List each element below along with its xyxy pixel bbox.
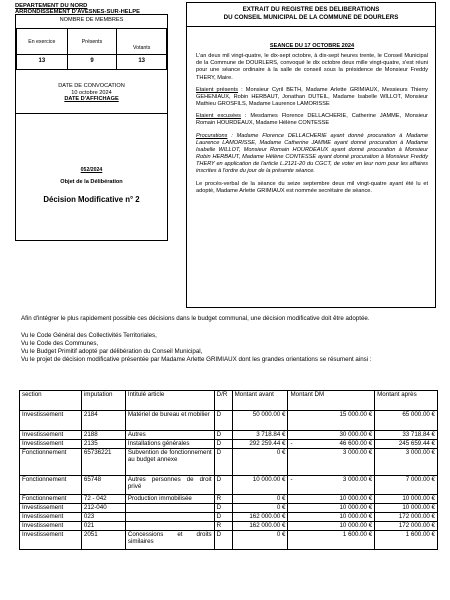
cell-dr: D: [214, 431, 232, 440]
cell-montant-dm: [288, 531, 375, 550]
dm-value: 30 000.00 €: [339, 431, 373, 438]
cell-montant-apres: 10 000.00 €: [375, 495, 438, 504]
deliberation-number: 052/2024: [80, 167, 103, 173]
cell-imputation: 023: [81, 513, 125, 522]
cell-section: Investissement: [20, 440, 82, 449]
cell-montant-dm: [288, 411, 375, 431]
excuses-list: : Mesdames Florence DELLACHERIE, Catherine JAMME, Monsieur Romain HOURDEAUX, Madame Hélène CONTESSE: [196, 113, 428, 127]
cell-dr: R: [214, 522, 232, 531]
procurations-paragraph: [196, 133, 428, 176]
cell-intitule: Autres: [125, 431, 214, 440]
cell-dr: D: [214, 513, 232, 522]
table-row: [20, 431, 438, 440]
cell-section: Investissement: [20, 411, 82, 431]
col-header-apres: Montant après: [375, 391, 438, 411]
col-header-dm: Montant DM: [288, 391, 375, 411]
excuses-paragraph: [196, 113, 428, 127]
extrait-line-2: DU CONSEIL MUNICIPAL DE LA COMMUNE DE DOURLERS: [223, 13, 399, 21]
dm-value: 46 600.00 €: [339, 440, 373, 447]
cell-montant-avant: 50 000.00 €: [232, 411, 288, 431]
seance-title: SEANCE DU 17 OCTOBRE 2024: [269, 43, 355, 49]
dm-value: 15 000.00 €: [339, 411, 373, 418]
members-val-votants: 13: [117, 55, 167, 70]
procurations-label: Procurations: [196, 132, 228, 139]
objet-label: Objet de la Délibération: [60, 179, 123, 185]
cell-section: Investissement: [20, 504, 82, 513]
table-row: [20, 411, 438, 431]
col-header-dr: D/R: [214, 391, 232, 411]
cell-intitule: Production immobilisée: [125, 495, 214, 504]
deliberation-body: [21, 315, 436, 364]
cell-imputation: 2188: [81, 431, 125, 440]
excuses-label: Etaient excusées: [196, 113, 241, 120]
seance-content: [196, 43, 428, 200]
cell-montant-apres: 10 000.00 €: [375, 504, 438, 513]
seance-intro: L'an deux mil vingt-quatre, le dix-sept octobre, à dix-sept heures trente, le Conseil Municipal de la Commune de DOURLERS, convoqué le dix octobre deux mille vingt-quatre, s'est réuni pour une séance ordinaire à la salle de conseil sous la présidence de Monsieur Freddy THERY, Maire.: [196, 53, 428, 81]
cell-montant-dm: [288, 440, 375, 449]
cell-intitule: Autres personnes de droit privé: [125, 476, 214, 495]
presents-label: Etaient présents: [196, 86, 238, 93]
cell-section: Investissement: [20, 513, 82, 522]
cell-montant-dm: [288, 495, 375, 504]
members-col-exercice: En exercice: [17, 29, 68, 55]
cell-montant-apres: 172 000.00 €: [375, 513, 438, 522]
presents-paragraph: [196, 87, 428, 108]
table-row: [20, 449, 438, 476]
cell-section: Fonctionnement: [20, 449, 82, 476]
dm-sign: -: [290, 476, 293, 483]
cell-dr: D: [214, 449, 232, 476]
table-row: [20, 522, 438, 531]
cell-dr: D: [214, 440, 232, 449]
cell-section: Investissement: [20, 531, 82, 550]
table-row: [20, 513, 438, 522]
dm-value: 10 000.00 €: [339, 513, 373, 520]
extrait-title: [186, 6, 436, 22]
cell-section: Fonctionnement: [20, 495, 82, 504]
cell-imputation: 72 - 042: [81, 495, 125, 504]
department-name: DEPARTEMENT DU NORD: [15, 3, 88, 9]
dm-value: 10 000.00 €: [339, 495, 373, 502]
presents-list: : Monsieur Cyril BETH, Madame Arlette GRIMIAUX, Messieurs Thierry GEHENIAUX, Robin HERBAUT, Jonathan DUTEIL, Madame Isabelle WILLOT, Monsieur Mathieu GROSFILS, Madame Laurence LAMORISSE: [196, 86, 428, 108]
convocation-block: [16, 83, 167, 103]
body-vu-3: Vu le Budget Primitif adopté par délibération du Conseil Municipal,: [21, 348, 203, 356]
affichage-label: DATE D'AFFICHAGE: [64, 96, 119, 103]
dm-sign: -: [290, 440, 293, 447]
cell-montant-avant: 0 €: [232, 495, 288, 504]
arrondissement-name: ARRONDISSEMENT D'AVESNES-SUR-HELPE: [15, 9, 140, 16]
members-col-presents: Présents: [67, 29, 117, 55]
divider: [16, 113, 167, 114]
table-row: [20, 440, 438, 449]
table-row: [20, 504, 438, 513]
decision-title: Décision Modificative n° 2: [43, 195, 140, 204]
cell-montant-apres: 245 659.44 €: [375, 440, 438, 449]
dm-value: 3 000.00 €: [342, 449, 373, 456]
cell-montant-apres: 7 000.00 €: [375, 476, 438, 495]
members-val-exercice: 13: [17, 55, 68, 70]
col-header-avant: Montant avant: [232, 391, 288, 411]
cell-montant-avant: 292 259.44 €: [232, 440, 288, 449]
convocation-date: 10 octobre 2024: [71, 89, 112, 96]
table-row: [20, 531, 438, 550]
cell-dr: D: [214, 531, 232, 550]
cell-imputation: 021: [81, 522, 125, 531]
cell-montant-dm: [288, 513, 375, 522]
cell-intitule: Matériel de bureau et mobilier: [125, 411, 214, 431]
body-vu-2: Vu le Code des Communes,: [21, 340, 99, 348]
body-intro: Afin d'intégrer le plus rapidement possible ces décisions dans le budget communal, une décision modificative doit être adoptée.: [21, 315, 370, 322]
dm-value: 10 000.00 €: [339, 504, 373, 511]
table-row: [20, 495, 438, 504]
cell-montant-dm: [288, 476, 375, 495]
table-header-row: [20, 391, 438, 411]
pv-paragraph: Le procès-verbal de la séance du seize septembre deux mil vingt-quatre ayant été lu et adopté, Madame Arlette GRIMIAUX est nommée secrétaire de séance.: [196, 180, 428, 194]
budget-table: [19, 390, 438, 550]
extrait-line-1: EXTRAIT DU REGISTRE DES DELIBERATIONS: [242, 6, 380, 13]
cell-montant-apres: 172 000.00 €: [375, 522, 438, 531]
cell-dr: D: [214, 476, 232, 495]
cell-montant-avant: 0 €: [232, 449, 288, 476]
cell-montant-dm: [288, 449, 375, 476]
meta-box: [15, 14, 168, 241]
body-vu-4: Vu le projet de décision modificative présentée par Madame Arlette GRIMIAUX dont les grandes orientations se résument ainsi :: [21, 356, 372, 364]
cell-intitule: Installations générales: [125, 440, 214, 449]
cell-imputation: 65736221: [81, 449, 125, 476]
cell-montant-avant: 10 000.00 €: [232, 476, 288, 495]
cell-imputation: 2184: [81, 411, 125, 431]
cell-montant-dm: [288, 522, 375, 531]
cell-intitule: Concessions et droits similaires: [125, 531, 214, 550]
cell-montant-avant: 162 000.00 €: [232, 513, 288, 522]
members-table: [16, 28, 167, 70]
cell-imputation: 65748: [81, 476, 125, 495]
table-row: [20, 476, 438, 495]
cell-dr: D: [214, 411, 232, 431]
cell-section: Investissement: [20, 522, 82, 531]
cell-section: Fonctionnement: [20, 476, 82, 495]
cell-montant-apres: 33 718.84 €: [375, 431, 438, 440]
cell-montant-avant: 0 €: [232, 531, 288, 550]
cell-montant-avant: 162 000.00 €: [232, 522, 288, 531]
members-val-presents: 9: [67, 55, 117, 70]
members-col-votants: Votants: [117, 29, 167, 55]
cell-montant-apres: 3 000.00 €: [375, 449, 438, 476]
dm-value: 10 000.00 €: [339, 522, 373, 529]
convocation-label: DATE DE CONVOCATION: [58, 83, 125, 89]
dm-value: 3 000.00 €: [342, 476, 373, 483]
body-vu-1: Vu le Code Général des Collectivités Territoriales,: [21, 332, 157, 340]
cell-dr: D: [214, 504, 232, 513]
cell-montant-avant: 3 718.84 €: [232, 431, 288, 440]
cell-intitule: Subvention de fonctionnement au budget annexe: [125, 449, 214, 476]
cell-montant-apres: 1 600.00 €: [375, 531, 438, 550]
col-header-imputation: imputation: [81, 391, 125, 411]
cell-montant-apres: 65 000.00 €: [375, 411, 438, 431]
dm-value: 1 600.00 €: [342, 531, 373, 538]
members-title: NOMBRE DE MEMBRES: [59, 17, 124, 23]
cell-imputation: 2135: [81, 440, 125, 449]
cell-section: Investissement: [20, 431, 82, 440]
col-header-section: section: [20, 391, 82, 411]
cell-intitule: [125, 522, 214, 531]
cell-montant-dm: [288, 504, 375, 513]
divider: [186, 26, 436, 27]
cell-montant-avant: 0 €: [232, 504, 288, 513]
cell-dr: R: [214, 495, 232, 504]
cell-intitule: [125, 504, 214, 513]
cell-imputation: 2051: [81, 531, 125, 550]
cell-imputation: 212-040: [81, 504, 125, 513]
cell-intitule: [125, 513, 214, 522]
col-header-intitule: Intitulé article: [125, 391, 214, 411]
procurations-text: : Madame Florence DELLACHERIE ayant donné procuration à Madame Laurence LAMORISSE, Madame Catherine JAMME ayant donné procuration à Madame Isabelle WILLOT, Monsieur Romain HOURDEAUX ayant donné procuration à Monsieur Robin HERBAUT, Madame Hélène CONTESSE ayant donné procuration à Monsieur Freddy THERY en application de l'article L.2121-20 du CGCT, de voter en leur nom pour les affaires inscrites à l'ordre du jour de la présente séance.: [196, 132, 428, 175]
cell-montant-dm: [288, 431, 375, 440]
